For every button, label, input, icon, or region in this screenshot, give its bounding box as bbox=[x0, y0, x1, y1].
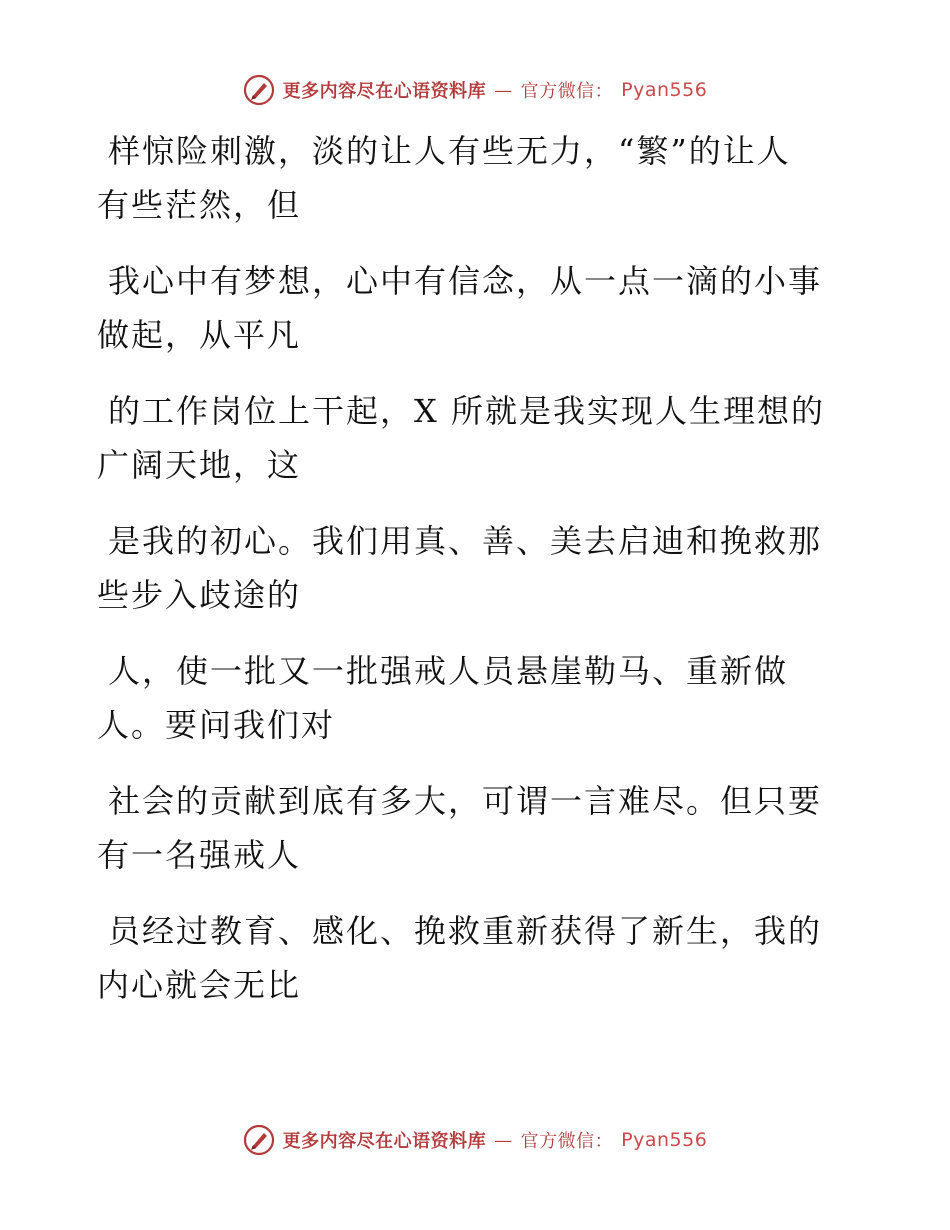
banner-separator: — bbox=[494, 1129, 513, 1151]
banner-brand: 更多内容尽在心语资料库 bbox=[282, 81, 487, 102]
quill-pen-icon bbox=[243, 1124, 275, 1156]
paragraph bbox=[97, 774, 837, 882]
banner-wechat-id: Pyan556 bbox=[621, 79, 708, 101]
paragraph bbox=[97, 254, 837, 362]
paragraph bbox=[97, 644, 837, 752]
paragraph bbox=[97, 384, 837, 492]
text-line: 样惊险刺激，淡的让人有些无力，“繁”的让人 bbox=[108, 132, 791, 170]
banner-wechat-id: Pyan556 bbox=[621, 1129, 708, 1151]
text-line: 社会的贡献到底有多大，可谓一言难尽。但只要 bbox=[108, 782, 823, 820]
footer-banner bbox=[0, 1120, 950, 1160]
text-line: 的工作岗位上干起，X 所就是我实现人生理想的 bbox=[108, 392, 825, 430]
banner-separator: — bbox=[494, 79, 513, 101]
paragraph bbox=[97, 124, 837, 232]
paragraph bbox=[97, 904, 837, 1012]
text-line: 些步入歧途的 bbox=[97, 576, 302, 614]
text-line: 员经过教育、感化、挽救重新获得了新生，我的 bbox=[108, 912, 823, 950]
banner-wechat-label: 官方微信： bbox=[520, 81, 614, 102]
text-line: 广阔天地，这 bbox=[97, 446, 302, 484]
text-line: 我心中有梦想，心中有信念，从一点一滴的小事 bbox=[108, 262, 823, 300]
quill-pen-icon bbox=[243, 74, 275, 106]
paragraph bbox=[97, 514, 837, 622]
header-banner bbox=[0, 70, 950, 110]
text-line: 做起，从平凡 bbox=[97, 316, 302, 354]
banner-wechat-label: 官方微信： bbox=[520, 1131, 614, 1152]
text-line: 人，使一批又一批强戒人员悬崖勒马、重新做 bbox=[108, 652, 789, 690]
document-body bbox=[97, 124, 837, 1034]
text-line: 内心就会无比 bbox=[97, 966, 302, 1004]
text-line: 是我的初心。我们用真、善、美去启迪和挽救那 bbox=[108, 522, 823, 560]
banner-brand: 更多内容尽在心语资料库 bbox=[282, 1131, 487, 1152]
text-line: 有些茫然，但 bbox=[97, 186, 302, 224]
text-line: 有一名强戒人 bbox=[97, 836, 302, 874]
text-line: 人。要问我们对 bbox=[97, 706, 336, 744]
